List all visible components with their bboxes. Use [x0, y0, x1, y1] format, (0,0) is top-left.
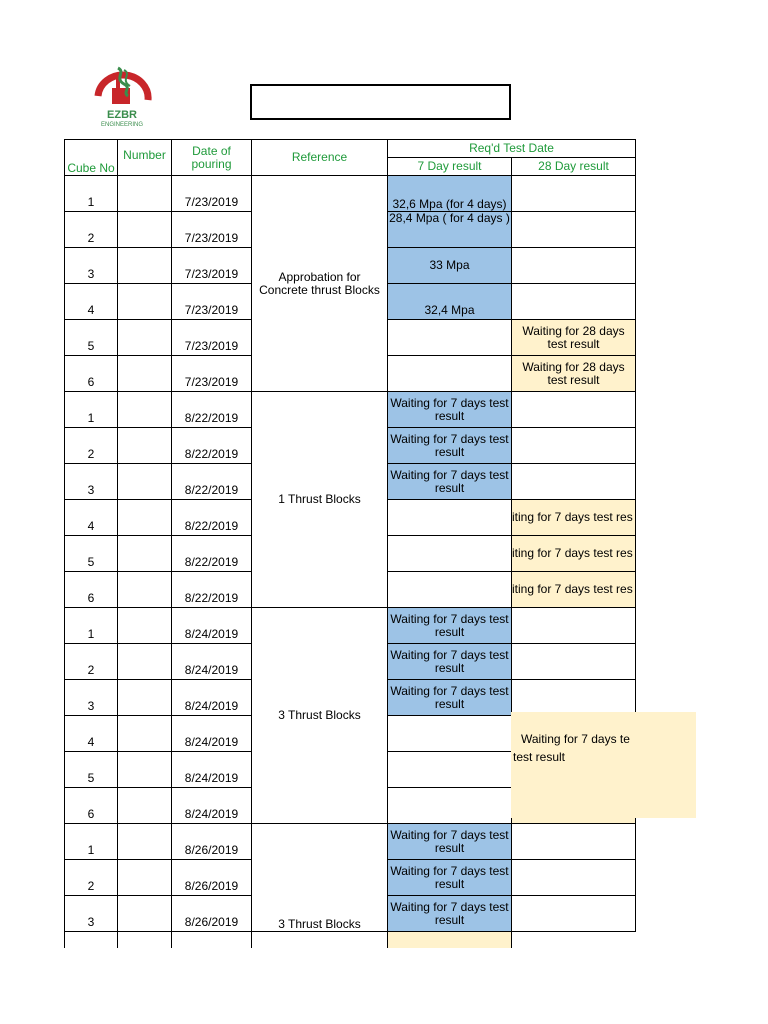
date-cell: 8/22/2019	[172, 392, 252, 428]
cube-no-cell: 5	[65, 752, 118, 788]
number-cell	[118, 608, 172, 644]
date-cell: 7/23/2019	[172, 356, 252, 392]
day28-result-cell	[512, 644, 636, 680]
logo-text: EZBR	[107, 109, 137, 121]
day28-result-cell: iting for 7 days test res	[512, 500, 636, 536]
number-cell	[118, 860, 172, 896]
cube-test-table	[64, 139, 636, 948]
day7-result-cell: Waiting for 7 days test result	[388, 392, 512, 428]
cube-no-cell: 1	[65, 824, 118, 860]
number-cell	[118, 248, 172, 284]
table-row	[65, 176, 636, 212]
cube-no-cell: 6	[65, 572, 118, 608]
cube-no-cell: 3	[65, 464, 118, 500]
number-cell	[118, 788, 172, 824]
day28-result-cell	[512, 176, 636, 212]
cube-no-cell: 6	[65, 788, 118, 824]
reference-cell: 3 Thrust Blocks	[252, 824, 388, 932]
day7-result-cell	[252, 932, 388, 948]
date-cell: 8/22/2019	[172, 572, 252, 608]
date-cell: 7/23/2019	[172, 284, 252, 320]
date-cell: 8/22/2019	[172, 428, 252, 464]
day7-result-cell: Waiting for 7 days test result	[388, 464, 512, 500]
cube-no-cell: 1	[65, 392, 118, 428]
day28-result-cell	[512, 428, 636, 464]
day28-result-cell: iting for 7 days test res	[512, 536, 636, 572]
date-cell: 7/23/2019	[172, 176, 252, 212]
day28-result-cell	[512, 392, 636, 428]
day28-result-cell	[512, 860, 636, 896]
number-cell	[118, 284, 172, 320]
date-cell: 7/23/2019	[172, 248, 252, 284]
day7-result-cell	[388, 536, 512, 572]
overflow-note-box	[511, 712, 696, 818]
day28-result-cell: Waiting for 28 days test result	[512, 320, 636, 356]
number-cell	[118, 824, 172, 860]
cube-no-cell: 2	[65, 644, 118, 680]
date-cell: 8/24/2019	[172, 752, 252, 788]
company-logo	[88, 66, 156, 128]
day7-result-cell	[388, 320, 512, 356]
day7-result-cell: 28,4 Mpa ( for 4 days )	[388, 212, 512, 248]
day28-result-cell	[512, 284, 636, 320]
overflow-note-line2: test result	[513, 750, 566, 764]
table-row	[65, 932, 636, 948]
reference-cell: 3 Thrust Blocks	[252, 608, 388, 824]
overflow-note-line1: Waiting for 7 days te	[521, 732, 630, 746]
day28-result-cell	[512, 824, 636, 860]
cube-no-cell: 5	[65, 536, 118, 572]
cube-no-cell	[65, 932, 118, 948]
cube-no-cell: 2	[65, 860, 118, 896]
reference-cell: Approbation for Concrete thrust Blocks	[252, 176, 388, 392]
cube-no-cell: 4	[65, 284, 118, 320]
day7-result-cell: 32,4 Mpa	[388, 284, 512, 320]
cube-no-cell: 2	[65, 212, 118, 248]
number-cell	[118, 572, 172, 608]
day28-result-cell	[512, 248, 636, 284]
day7-result-cell: Waiting for 7 days test result	[388, 608, 512, 644]
number-cell	[118, 356, 172, 392]
date-cell	[172, 932, 252, 948]
number-cell	[118, 644, 172, 680]
day7-result-cell: Waiting for 7 days test result	[388, 644, 512, 680]
header-reqd-test-date: Req'd Test Date	[388, 140, 636, 158]
cube-no-cell: 1	[65, 176, 118, 212]
day28-result-cell: Waiting for 28 days test result	[512, 356, 636, 392]
date-cell: 8/22/2019	[172, 464, 252, 500]
number-cell	[118, 536, 172, 572]
day7-result-cell: Waiting for 7 days test result	[388, 428, 512, 464]
day7-result-cell	[388, 572, 512, 608]
date-cell: 8/22/2019	[172, 500, 252, 536]
number-cell	[118, 392, 172, 428]
number-cell	[118, 464, 172, 500]
cube-no-cell: 5	[65, 320, 118, 356]
date-cell: 8/24/2019	[172, 788, 252, 824]
number-cell	[118, 176, 172, 212]
day7-result-cell: 32,6 Mpa (for 4 days)	[388, 176, 512, 212]
header-7-day-result: 7 Day result	[388, 158, 512, 176]
number-cell	[118, 752, 172, 788]
number-cell	[118, 716, 172, 752]
day7-result-cell	[388, 716, 512, 752]
day7-result-cell	[388, 500, 512, 536]
day7-result-cell: Waiting for 7 days test result	[388, 860, 512, 896]
cube-no-cell: 3	[65, 248, 118, 284]
day7-result-cell: Waiting for 7 days test result	[388, 824, 512, 860]
date-cell: 7/23/2019	[172, 320, 252, 356]
cube-no-cell: 6	[65, 356, 118, 392]
day7-result-cell: Waiting for 7 days test result	[388, 680, 512, 716]
day7-result-cell	[388, 788, 512, 824]
date-cell: 8/24/2019	[172, 644, 252, 680]
cube-no-cell: 4	[65, 716, 118, 752]
day7-result-cell	[388, 752, 512, 788]
date-cell: 8/24/2019	[172, 716, 252, 752]
date-cell: 7/23/2019	[172, 212, 252, 248]
title-box	[250, 84, 511, 120]
day28-result-cell: iting for 7 days test res	[512, 572, 636, 608]
date-cell: 8/24/2019	[172, 680, 252, 716]
cube-no-cell: 4	[65, 500, 118, 536]
cube-no-cell: 2	[65, 428, 118, 464]
day28-result-cell	[512, 680, 636, 716]
date-cell: 8/26/2019	[172, 860, 252, 896]
date-cell: 8/26/2019	[172, 896, 252, 932]
reference-cell: 1 Thrust Blocks	[252, 392, 388, 608]
table-row	[65, 608, 636, 644]
date-cell: 8/22/2019	[172, 536, 252, 572]
day28-result-cell	[388, 932, 512, 948]
date-cell: 8/26/2019	[172, 824, 252, 860]
number-cell	[118, 680, 172, 716]
company-logo-icon	[88, 66, 156, 128]
header-reference: Reference	[252, 140, 388, 176]
number-cell	[118, 428, 172, 464]
table-row	[65, 824, 636, 860]
number-cell	[118, 212, 172, 248]
header-cube-no: Cube No	[65, 140, 118, 176]
number-cell	[118, 896, 172, 932]
number-cell	[118, 320, 172, 356]
day28-result-cell	[512, 212, 636, 248]
number-cell	[118, 932, 172, 948]
cube-no-cell: 1	[65, 608, 118, 644]
header-date-of-pouring: Date of pouring	[172, 140, 252, 176]
day28-result-cell	[512, 896, 636, 932]
header-number: Number	[118, 140, 172, 176]
day7-result-cell: Waiting for 7 days test result	[388, 896, 512, 932]
day28-result-cell	[512, 464, 636, 500]
date-cell: 8/24/2019	[172, 608, 252, 644]
cube-no-cell: 3	[65, 680, 118, 716]
day28-result-cell	[512, 608, 636, 644]
cube-no-cell: 3	[65, 896, 118, 932]
table-row	[65, 392, 636, 428]
day7-result-cell: 33 Mpa	[388, 248, 512, 284]
day7-result-cell	[388, 356, 512, 392]
header-28-day-result: 28 Day result	[512, 158, 636, 176]
logo-subtext: ENGINEERING	[100, 122, 144, 128]
number-cell	[118, 500, 172, 536]
